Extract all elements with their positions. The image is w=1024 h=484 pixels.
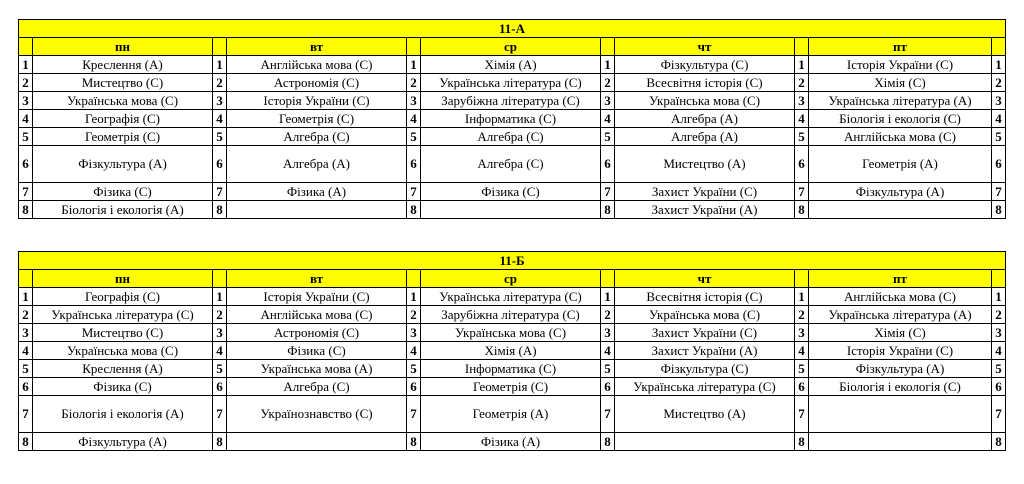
lesson-number: 7 <box>795 396 809 433</box>
lesson-number: 5 <box>407 128 421 146</box>
lesson-number: 1 <box>213 288 227 306</box>
lesson-cell: Фізкультура (С) <box>615 56 795 74</box>
lesson-cell: Українська мова (С) <box>421 324 601 342</box>
lesson-cell: Географія (С) <box>33 110 213 128</box>
lesson-cell: Фізика (С) <box>421 183 601 201</box>
lesson-row <box>19 360 1006 378</box>
lesson-number: 5 <box>992 128 1006 146</box>
lesson-cell <box>809 201 992 219</box>
day-header: пт <box>809 38 992 56</box>
lesson-row <box>19 288 1006 306</box>
lesson-row <box>19 56 1006 74</box>
lesson-cell: Всесвітня історія (С) <box>615 288 795 306</box>
lesson-number: 3 <box>992 324 1006 342</box>
lesson-cell: Фізика (С) <box>33 378 213 396</box>
header-spacer <box>601 270 615 288</box>
lesson-cell: Захист України (А) <box>615 342 795 360</box>
lesson-cell: Геометрія (А) <box>809 146 992 183</box>
lesson-number: 3 <box>19 324 33 342</box>
lesson-cell: Фізика (С) <box>33 183 213 201</box>
lesson-number: 8 <box>213 433 227 451</box>
lesson-number: 7 <box>601 396 615 433</box>
lesson-cell <box>615 433 795 451</box>
lesson-number: 4 <box>213 342 227 360</box>
lesson-cell <box>809 396 992 433</box>
lesson-cell: Фізика (С) <box>227 342 407 360</box>
lesson-number: 2 <box>601 74 615 92</box>
lesson-number: 5 <box>19 360 33 378</box>
lesson-cell: Мистецтво (С) <box>33 324 213 342</box>
day-header: чт <box>615 270 795 288</box>
lesson-cell: Алгебра (С) <box>421 146 601 183</box>
lesson-number: 7 <box>19 396 33 433</box>
lesson-cell: Фізкультура (А) <box>809 360 992 378</box>
lesson-number: 8 <box>19 201 33 219</box>
lesson-cell: Українська мова (С) <box>33 342 213 360</box>
header-spacer <box>407 270 421 288</box>
lesson-number: 1 <box>19 56 33 74</box>
lesson-cell: Зарубіжна література (С) <box>421 92 601 110</box>
lesson-number: 8 <box>407 201 421 219</box>
lesson-cell: Зарубіжна література (С) <box>421 306 601 324</box>
lesson-number: 1 <box>795 288 809 306</box>
lesson-number: 5 <box>795 360 809 378</box>
lesson-number: 4 <box>19 342 33 360</box>
lesson-number: 2 <box>992 306 1006 324</box>
header-spacer <box>407 38 421 56</box>
lesson-row <box>19 396 1006 433</box>
lesson-cell: Географія (С) <box>33 288 213 306</box>
lesson-cell: Історія України (С) <box>809 56 992 74</box>
lesson-row <box>19 183 1006 201</box>
lesson-number: 2 <box>213 306 227 324</box>
lesson-cell: Алгебра (А) <box>615 128 795 146</box>
lesson-number: 2 <box>407 74 421 92</box>
lesson-number: 3 <box>601 92 615 110</box>
day-header: чт <box>615 38 795 56</box>
lesson-number: 6 <box>601 146 615 183</box>
lesson-number: 1 <box>601 56 615 74</box>
lesson-number: 3 <box>601 324 615 342</box>
lesson-number: 8 <box>19 433 33 451</box>
lesson-number: 7 <box>407 183 421 201</box>
lesson-number: 2 <box>795 74 809 92</box>
header-spacer <box>601 38 615 56</box>
lesson-cell: Захист України (А) <box>615 201 795 219</box>
lesson-number: 6 <box>213 378 227 396</box>
lesson-cell <box>809 433 992 451</box>
lesson-row <box>19 378 1006 396</box>
lesson-cell: Українська література (С) <box>33 306 213 324</box>
lesson-cell: Біологія і екологія (С) <box>809 378 992 396</box>
lesson-number: 7 <box>19 183 33 201</box>
lesson-number: 4 <box>407 342 421 360</box>
lesson-number: 2 <box>19 306 33 324</box>
lesson-number: 7 <box>992 183 1006 201</box>
lesson-cell: Алгебра (С) <box>227 378 407 396</box>
lesson-number: 6 <box>407 378 421 396</box>
lesson-number: 2 <box>19 74 33 92</box>
lesson-number: 8 <box>407 433 421 451</box>
schedule-table-11a <box>18 19 1006 219</box>
lesson-number: 1 <box>407 56 421 74</box>
lesson-number: 6 <box>992 378 1006 396</box>
lesson-number: 2 <box>213 74 227 92</box>
lesson-row <box>19 146 1006 183</box>
lesson-number: 5 <box>213 360 227 378</box>
lesson-cell: Фізкультура (А) <box>33 146 213 183</box>
lesson-cell: Мистецтво (А) <box>615 396 795 433</box>
lesson-cell: Алгебра (С) <box>421 128 601 146</box>
lesson-cell: Геометрія (С) <box>33 128 213 146</box>
lesson-cell: Астрономія (С) <box>227 324 407 342</box>
lesson-number: 7 <box>992 396 1006 433</box>
lesson-cell: Хімія (А) <box>421 342 601 360</box>
lesson-cell: Захист України (С) <box>615 324 795 342</box>
lesson-number: 8 <box>213 201 227 219</box>
lesson-number: 2 <box>992 74 1006 92</box>
lesson-number: 4 <box>795 110 809 128</box>
lesson-number: 4 <box>601 342 615 360</box>
lesson-cell: Фізика (А) <box>227 183 407 201</box>
lesson-number: 7 <box>601 183 615 201</box>
lesson-cell: Хімія (С) <box>809 74 992 92</box>
lesson-cell: Всесвітня історія (С) <box>615 74 795 92</box>
lesson-cell: Українська література (С) <box>421 74 601 92</box>
lesson-number: 4 <box>992 342 1006 360</box>
lesson-cell: Англійська мова (С) <box>809 288 992 306</box>
day-header: пт <box>809 270 992 288</box>
lesson-number: 5 <box>992 360 1006 378</box>
day-header: вт <box>227 270 407 288</box>
lesson-number: 8 <box>601 433 615 451</box>
lesson-number: 6 <box>601 378 615 396</box>
lesson-cell: Фізкультура (А) <box>33 433 213 451</box>
header-spacer <box>795 270 809 288</box>
lesson-number: 4 <box>407 110 421 128</box>
lesson-number: 7 <box>795 183 809 201</box>
lesson-number: 2 <box>601 306 615 324</box>
lesson-cell: Українська література (С) <box>421 288 601 306</box>
header-spacer <box>795 38 809 56</box>
lesson-number: 4 <box>213 110 227 128</box>
lesson-cell: Алгебра (А) <box>615 110 795 128</box>
lesson-number: 1 <box>992 288 1006 306</box>
lesson-cell: Біологія і екологія (А) <box>33 396 213 433</box>
lesson-cell: Українознавство (С) <box>227 396 407 433</box>
lesson-number: 3 <box>19 92 33 110</box>
lesson-cell: Геометрія (А) <box>421 396 601 433</box>
lesson-number: 6 <box>407 146 421 183</box>
lesson-row <box>19 306 1006 324</box>
lesson-cell: Історія України (С) <box>227 288 407 306</box>
lesson-cell: Креслення (А) <box>33 360 213 378</box>
lesson-cell: Біологія і екологія (А) <box>33 201 213 219</box>
lesson-number: 7 <box>213 396 227 433</box>
lesson-cell: Українська література (С) <box>615 378 795 396</box>
lesson-row <box>19 92 1006 110</box>
lesson-number: 3 <box>795 92 809 110</box>
lesson-number: 7 <box>407 396 421 433</box>
lesson-number: 6 <box>992 146 1006 183</box>
day-header: ср <box>421 38 601 56</box>
lesson-cell: Англійська мова (С) <box>227 306 407 324</box>
lesson-number: 5 <box>213 128 227 146</box>
lesson-cell: Українська література (А) <box>809 92 992 110</box>
lesson-cell <box>227 433 407 451</box>
lesson-row <box>19 324 1006 342</box>
lesson-cell: Хімія (А) <box>421 56 601 74</box>
lesson-cell: Захист України (С) <box>615 183 795 201</box>
day-header: вт <box>227 38 407 56</box>
lesson-cell: Інформатика (С) <box>421 110 601 128</box>
day-header: пн <box>33 38 213 56</box>
lesson-number: 4 <box>795 342 809 360</box>
lesson-cell: Інформатика (С) <box>421 360 601 378</box>
lesson-number: 4 <box>601 110 615 128</box>
lesson-cell: Історія України (С) <box>809 342 992 360</box>
lesson-row <box>19 201 1006 219</box>
lesson-number: 1 <box>992 56 1006 74</box>
lesson-cell: Українська мова (А) <box>227 360 407 378</box>
lesson-number: 6 <box>213 146 227 183</box>
lesson-number: 6 <box>19 146 33 183</box>
day-header: пн <box>33 270 213 288</box>
lesson-cell: Фізкультура (А) <box>809 183 992 201</box>
lesson-number: 4 <box>19 110 33 128</box>
lesson-number: 2 <box>407 306 421 324</box>
lesson-cell <box>421 201 601 219</box>
lesson-cell: Фізкультура (С) <box>615 360 795 378</box>
class-title: 11-А <box>19 20 1006 38</box>
class-title: 11-Б <box>19 252 1006 270</box>
lesson-cell: Біологія і екологія (С) <box>809 110 992 128</box>
lesson-cell: Фізика (А) <box>421 433 601 451</box>
lesson-cell: Мистецтво (С) <box>33 74 213 92</box>
lesson-row <box>19 74 1006 92</box>
lesson-cell: Мистецтво (А) <box>615 146 795 183</box>
header-spacer <box>213 270 227 288</box>
lesson-number: 8 <box>992 433 1006 451</box>
lesson-cell: Алгебра (С) <box>227 128 407 146</box>
lesson-cell: Креслення (А) <box>33 56 213 74</box>
lesson-row <box>19 110 1006 128</box>
lesson-number: 1 <box>19 288 33 306</box>
lesson-number: 8 <box>601 201 615 219</box>
lesson-number: 8 <box>795 433 809 451</box>
lesson-cell: Українська мова (С) <box>615 306 795 324</box>
lesson-cell <box>227 201 407 219</box>
lesson-number: 1 <box>601 288 615 306</box>
lesson-number: 1 <box>407 288 421 306</box>
lesson-cell: Геометрія (С) <box>421 378 601 396</box>
header-spacer <box>213 38 227 56</box>
lesson-number: 3 <box>407 324 421 342</box>
lesson-number: 3 <box>407 92 421 110</box>
lesson-cell: Англійська мова (С) <box>227 56 407 74</box>
lesson-number: 5 <box>601 360 615 378</box>
header-spacer <box>19 270 33 288</box>
header-spacer <box>19 38 33 56</box>
header-spacer <box>992 38 1006 56</box>
lesson-number: 5 <box>601 128 615 146</box>
lesson-number: 2 <box>795 306 809 324</box>
lesson-number: 7 <box>213 183 227 201</box>
lesson-number: 1 <box>213 56 227 74</box>
lesson-number: 6 <box>795 378 809 396</box>
lesson-number: 8 <box>992 201 1006 219</box>
lesson-cell: Астрономія (С) <box>227 74 407 92</box>
lesson-number: 5 <box>795 128 809 146</box>
lesson-cell: Англійська мова (С) <box>809 128 992 146</box>
header-spacer <box>992 270 1006 288</box>
lesson-number: 3 <box>213 324 227 342</box>
lesson-number: 3 <box>213 92 227 110</box>
lesson-cell: Хімія (С) <box>809 324 992 342</box>
schedule-table-11b <box>18 251 1006 451</box>
lesson-cell: Історія України (С) <box>227 92 407 110</box>
lesson-number: 6 <box>795 146 809 183</box>
lesson-number: 1 <box>795 56 809 74</box>
lesson-cell: Українська мова (С) <box>615 92 795 110</box>
lesson-cell: Українська мова (С) <box>33 92 213 110</box>
lesson-cell: Алгебра (А) <box>227 146 407 183</box>
lesson-cell: Геометрія (С) <box>227 110 407 128</box>
lesson-number: 5 <box>407 360 421 378</box>
lesson-number: 4 <box>992 110 1006 128</box>
lesson-number: 5 <box>19 128 33 146</box>
lesson-row <box>19 433 1006 451</box>
lesson-number: 3 <box>795 324 809 342</box>
lesson-number: 8 <box>795 201 809 219</box>
lesson-row <box>19 342 1006 360</box>
day-header: ср <box>421 270 601 288</box>
lesson-number: 3 <box>992 92 1006 110</box>
lesson-row <box>19 128 1006 146</box>
lesson-cell: Українська література (А) <box>809 306 992 324</box>
lesson-number: 6 <box>19 378 33 396</box>
